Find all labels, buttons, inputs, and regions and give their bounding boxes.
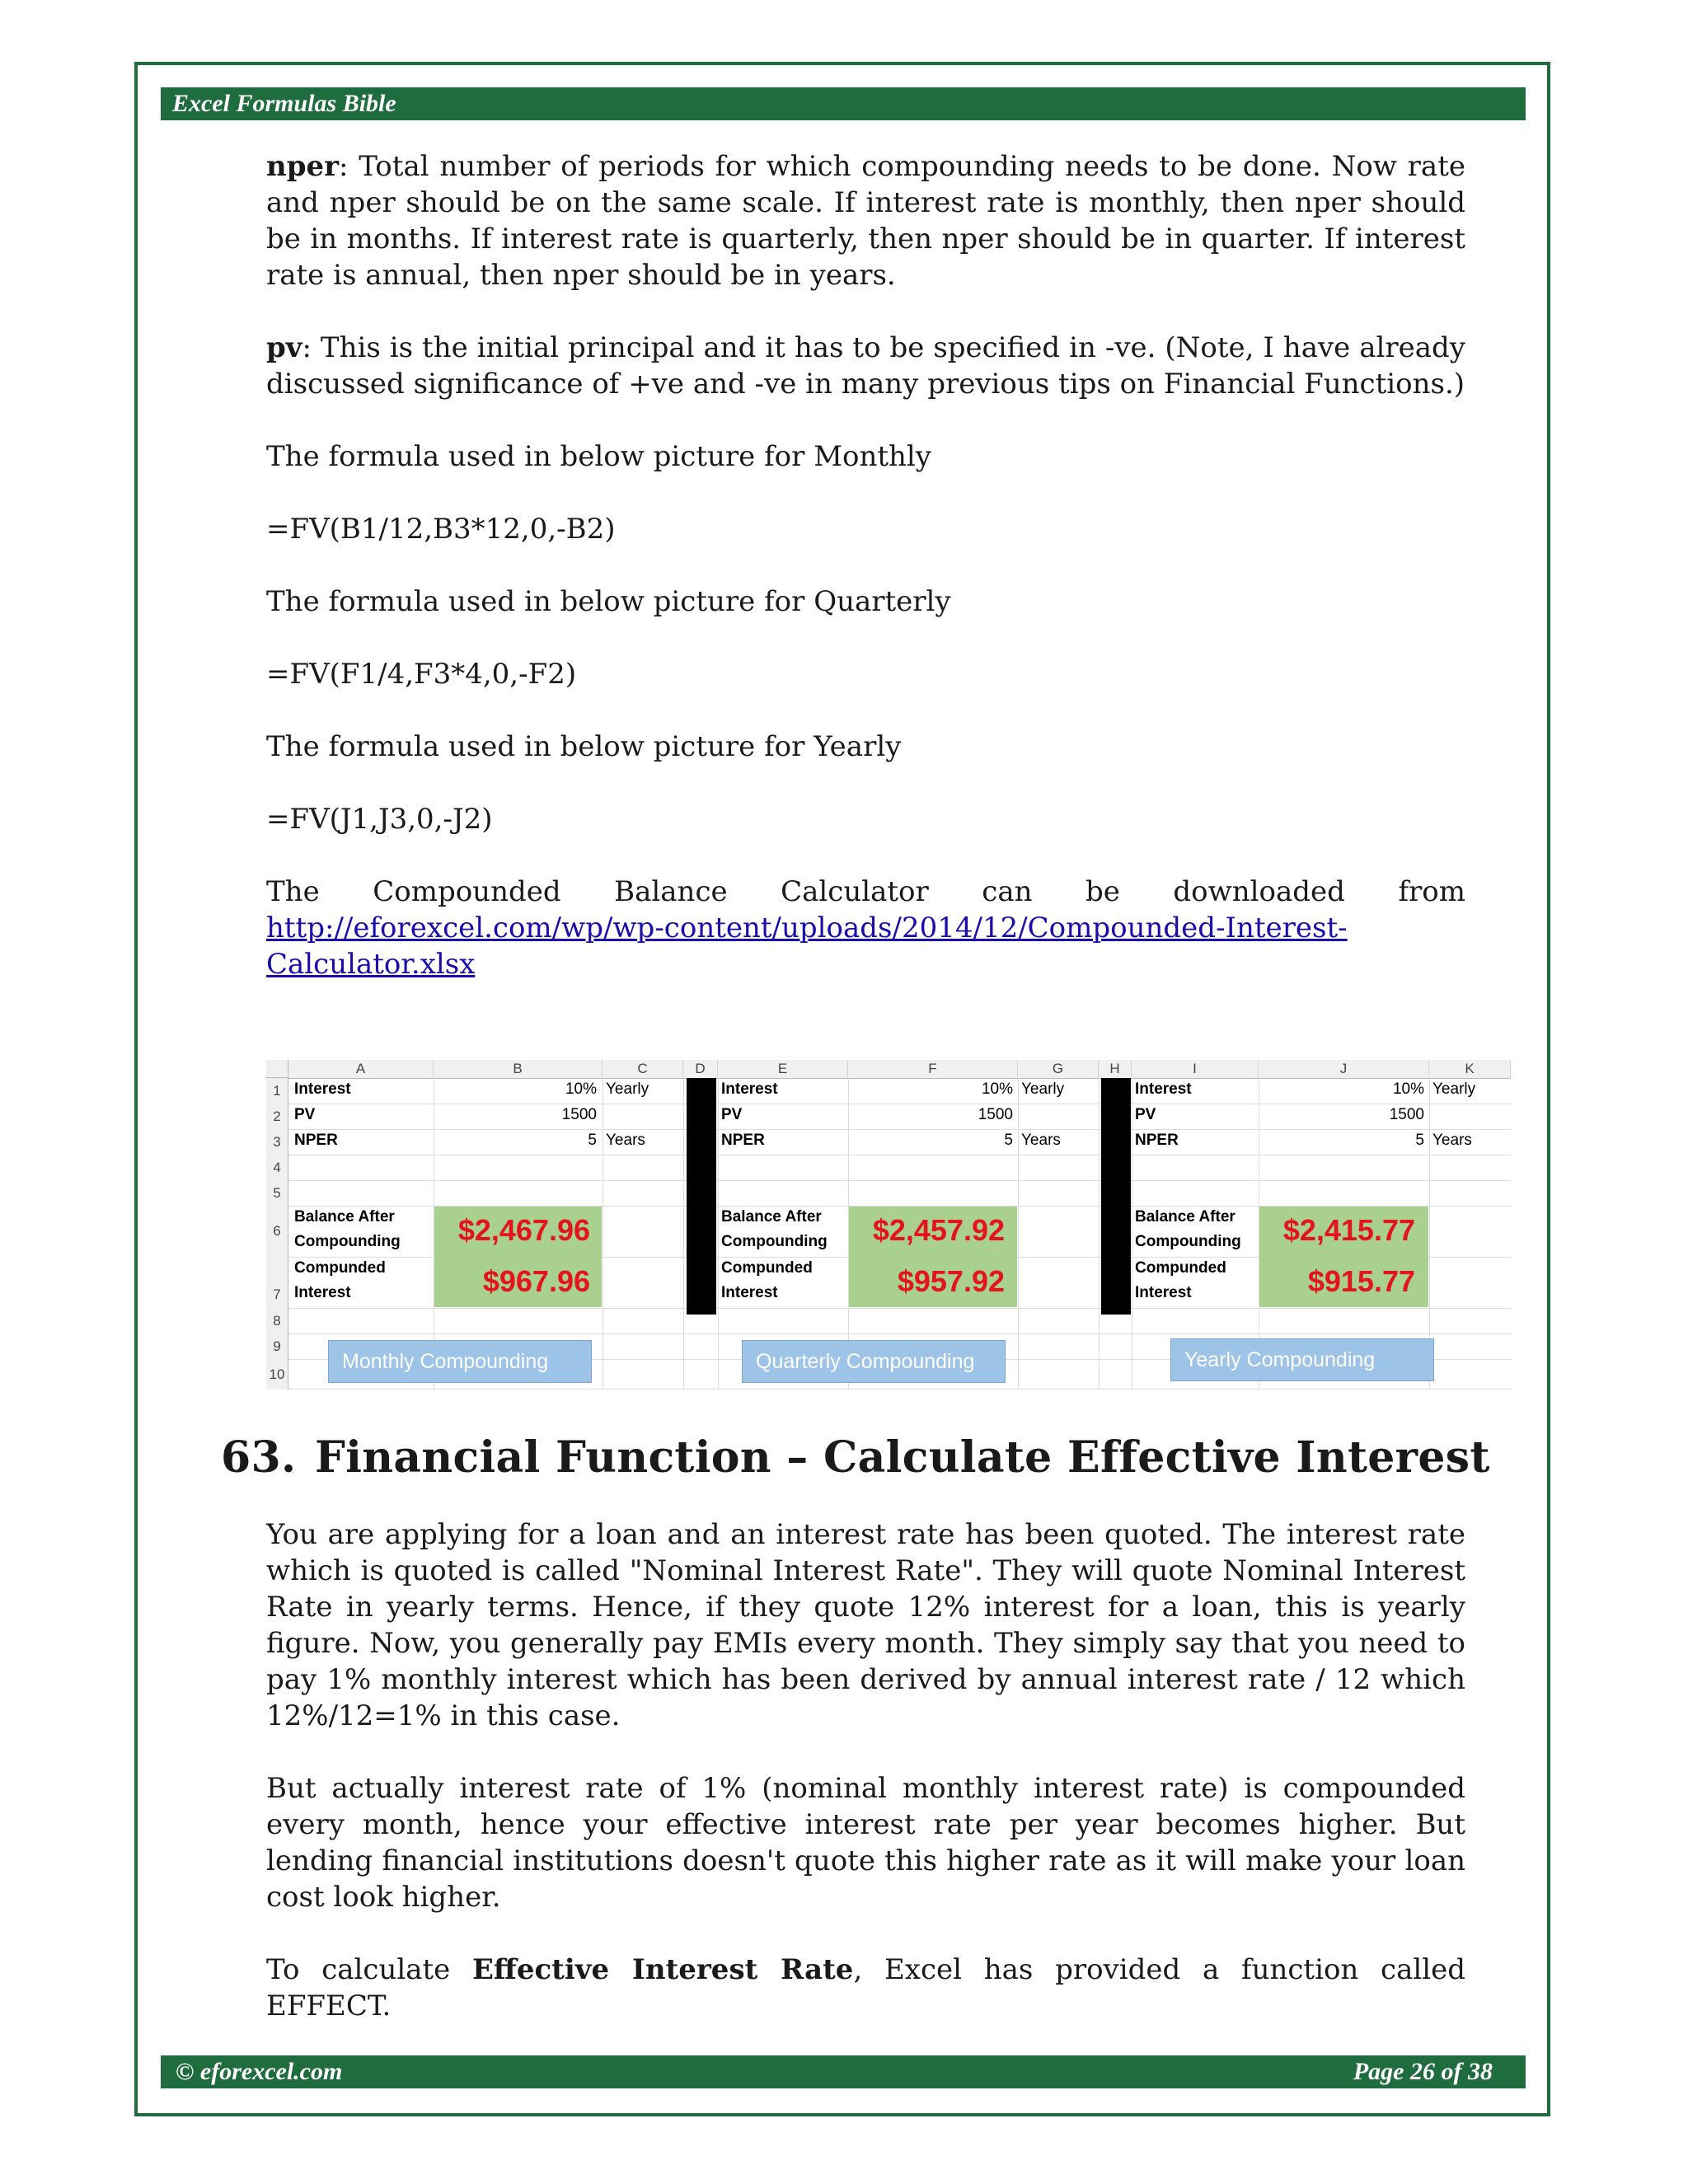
section-number: 63. — [221, 1432, 297, 1483]
monthly-compounding-button[interactable]: Monthly Compounding — [328, 1340, 592, 1383]
header-bar — [161, 87, 1526, 120]
yearly-formula: =FV(J1,J3,0,-J2) — [266, 803, 493, 836]
cell-e6-line1[interactable]: Balance After — [721, 1208, 822, 1226]
paragraph-effect-function: To calculate Effective Interest Rate, Excel has provided a function called EFFECT. — [266, 1953, 1465, 2022]
cell-b1[interactable]: 10% — [565, 1080, 597, 1098]
col-header-d[interactable]: D — [683, 1060, 718, 1078]
row-header-6[interactable]: 6 — [266, 1206, 288, 1257]
row-header-7[interactable]: 7 — [266, 1257, 288, 1308]
yearly-compounding-button[interactable]: Yearly Compounding — [1170, 1338, 1434, 1381]
spreadsheet-image — [266, 1060, 1511, 1390]
interest-value-quarterly[interactable]: $957.92 — [897, 1264, 1005, 1298]
pv-term: pv — [266, 331, 302, 364]
body-text-top — [266, 148, 1465, 982]
cell-i7-line1[interactable]: Compunded — [1135, 1259, 1226, 1277]
cell-k1[interactable]: Yearly — [1432, 1080, 1476, 1098]
separator-column-h — [1101, 1078, 1131, 1315]
cell-i3[interactable]: NPER — [1135, 1132, 1179, 1149]
cell-e1[interactable]: Interest — [721, 1080, 778, 1098]
pv-paragraph: pv: This is the initial principal and it has to be specified in -ve. (Note, I have already discussed significance of +ve and -ve in many previous tips on Financial Functions.) — [266, 331, 1465, 401]
body-text-bottom — [266, 1516, 1465, 2024]
cell-i6-line2[interactable]: Compounding — [1135, 1233, 1241, 1250]
col-header-c[interactable]: C — [603, 1060, 683, 1078]
interest-value-monthly[interactable]: $967.96 — [482, 1264, 590, 1298]
col-header-a[interactable]: A — [288, 1060, 434, 1078]
separator-column-d — [687, 1078, 716, 1315]
cell-f3[interactable]: 5 — [1004, 1132, 1013, 1149]
monthly-formula: =FV(B1/12,B3*12,0,-B2) — [266, 513, 616, 546]
cell-i7-line2[interactable]: Interest — [1135, 1284, 1192, 1301]
col-header-h[interactable]: H — [1099, 1060, 1132, 1078]
cell-i1[interactable]: Interest — [1135, 1080, 1192, 1098]
balance-value-monthly[interactable]: $2,467.96 — [457, 1213, 590, 1247]
cell-k3[interactable]: Years — [1432, 1132, 1472, 1149]
cell-e6-line2[interactable]: Compounding — [721, 1233, 828, 1250]
cell-c3[interactable]: Years — [606, 1132, 645, 1149]
quarterly-label: The formula used in below picture for Quarterly — [266, 585, 951, 618]
cell-a6-line1[interactable]: Balance After — [294, 1208, 395, 1226]
row-header-9[interactable]: 9 — [266, 1333, 288, 1359]
col-header-j[interactable]: J — [1259, 1060, 1429, 1078]
cell-a7-line1[interactable]: Compunded — [294, 1259, 386, 1277]
col-header-k[interactable]: K — [1429, 1060, 1511, 1078]
cell-g3[interactable]: Years — [1021, 1132, 1061, 1149]
cell-a3[interactable]: NPER — [294, 1132, 338, 1149]
cell-j3[interactable]: 5 — [1415, 1132, 1424, 1149]
header-title: Excel Formulas Bible — [172, 90, 396, 117]
cell-a1[interactable]: Interest — [294, 1080, 351, 1098]
cell-b3[interactable]: 5 — [588, 1132, 597, 1149]
col-header-i[interactable]: I — [1132, 1060, 1259, 1078]
balance-value-yearly[interactable]: $2,415.77 — [1282, 1213, 1415, 1247]
row-header-4[interactable]: 4 — [266, 1155, 288, 1180]
cell-e2[interactable]: PV — [721, 1106, 743, 1123]
cell-a6-line2[interactable]: Compounding — [294, 1233, 401, 1250]
monthly-label: The formula used in below picture for Monthly — [266, 440, 932, 473]
cell-a2[interactable]: PV — [294, 1106, 316, 1123]
row-header-10[interactable]: 10 — [266, 1359, 288, 1390]
cell-e7-line2[interactable]: Interest — [721, 1284, 778, 1301]
cell-b2[interactable]: 1500 — [561, 1106, 597, 1123]
col-header-g[interactable]: G — [1018, 1060, 1099, 1078]
cell-i6-line1[interactable]: Balance After — [1135, 1208, 1236, 1226]
yearly-label: The formula used in below picture for Yearly — [266, 730, 902, 763]
cell-f1[interactable]: 10% — [981, 1080, 1013, 1098]
download-line: The Compounded Balance Calculator can be downloaded from — [266, 875, 1465, 908]
cell-f2[interactable]: 1500 — [978, 1106, 1013, 1123]
cell-e3[interactable]: NPER — [721, 1132, 765, 1149]
col-header-f[interactable]: F — [848, 1060, 1018, 1078]
quarterly-formula: =FV(F1/4,F3*4,0,-F2) — [266, 658, 577, 691]
select-all-corner — [266, 1060, 288, 1078]
row-header-1[interactable]: 1 — [266, 1078, 288, 1104]
balance-value-quarterly[interactable]: $2,457.92 — [872, 1213, 1005, 1247]
cell-c1[interactable]: Yearly — [606, 1080, 649, 1098]
quarterly-compounding-button[interactable]: Quarterly Compounding — [742, 1340, 1006, 1383]
cell-a7-line2[interactable]: Interest — [294, 1284, 351, 1301]
footer-copyright: © eforexcel.com — [176, 2058, 343, 2085]
row-header-8[interactable]: 8 — [266, 1308, 288, 1333]
footer-page-number: Page 26 of 38 — [1353, 2058, 1493, 2085]
cell-e7-line1[interactable]: Compunded — [721, 1259, 813, 1277]
section-title: Financial Function – Calculate Effective Interest — [315, 1432, 1490, 1483]
footer-bar — [161, 2055, 1526, 2088]
col-header-e[interactable]: E — [718, 1060, 848, 1078]
row-header-3[interactable]: 3 — [266, 1129, 288, 1155]
download-link[interactable]: http://eforexcel.com/wp/wp-content/uploads/2014/12/Compounded-Interest- Calculator.xlsx — [266, 912, 1348, 981]
interest-value-yearly[interactable]: $915.77 — [1307, 1264, 1415, 1298]
cell-j2[interactable]: 1500 — [1389, 1106, 1424, 1123]
paragraph-nominal-rate: You are applying for a loan and an interest rate has been quoted. The interest rate which is quoted is called "Nominal Interest Rate". They will quote Nominal Interest Rate in yearly terms. Hence, if they quote 12% interest for a loan, this is yearly figure. Now, you generally pay EMIs every month. They simply say that you need to pay 1% monthly interest which has been derived by annual interest rate / 12 which 12%/12=1% in this case. — [266, 1518, 1465, 1732]
col-header-b[interactable]: B — [434, 1060, 603, 1078]
nper-paragraph: nper: Total number of periods for which compounding needs to be done. Now rate and nper should be on the same scale. If interest rate is monthly, then nper should be in months. If interest rate is quarterly, then nper should be in quarter. If interest rate is annual, then nper should be in years. — [266, 150, 1465, 292]
cell-g1[interactable]: Yearly — [1021, 1080, 1065, 1098]
row-header-5[interactable]: 5 — [266, 1180, 288, 1206]
section-heading — [221, 1432, 1490, 1483]
paragraph-compounding: But actually interest rate of 1% (nominal monthly interest rate) is compounded every month, hence your effective interest rate per year becomes higher. But lending financial institutions doesn't quote this higher rate as it will make your loan cost look higher. — [266, 1772, 1465, 1914]
cell-i2[interactable]: PV — [1135, 1106, 1156, 1123]
nper-term: nper — [266, 150, 340, 183]
row-header-2[interactable]: 2 — [266, 1104, 288, 1129]
cell-j1[interactable]: 10% — [1392, 1080, 1424, 1098]
